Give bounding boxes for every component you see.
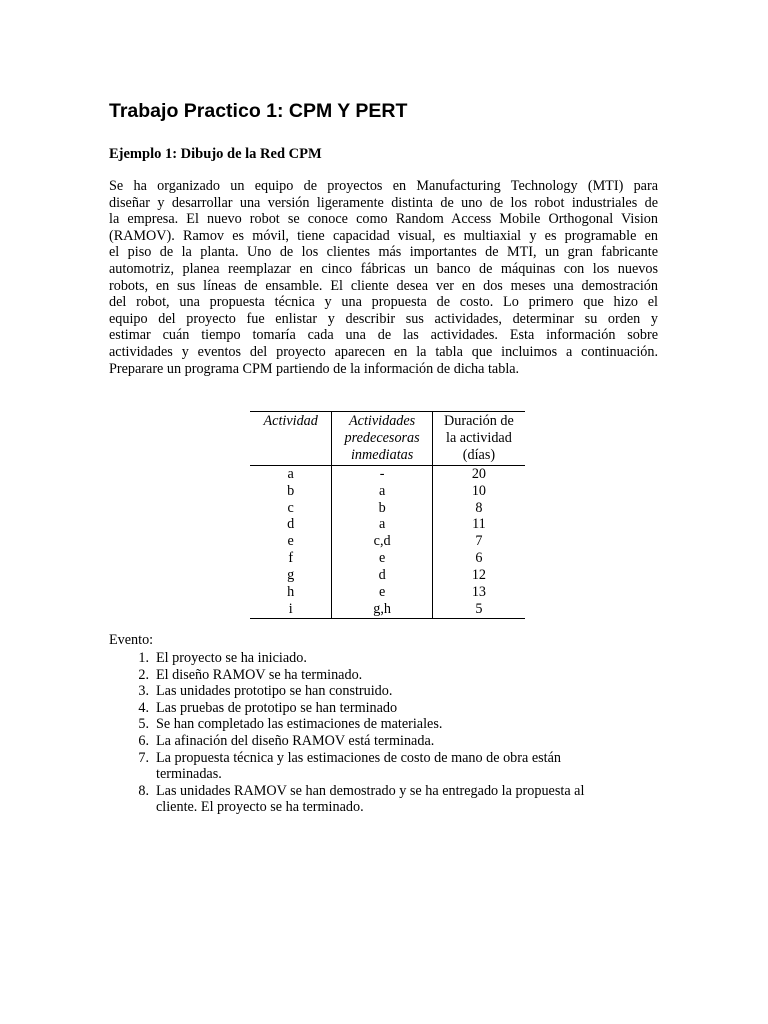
- events-list: [109, 650, 649, 816]
- cell-actividad: d: [250, 516, 332, 533]
- cell-duracion: 12: [471, 567, 487, 584]
- paragraph-line: diseñar y desarrollar una versión ligeramente distinta de uno de los robot industriales de: [109, 194, 658, 211]
- cell-actividad: b: [250, 483, 332, 500]
- header-duracion: Duración de la actividad (días): [432, 412, 525, 466]
- paragraph-line: del robot, una propuesta técnica y una propuesta de costo. Lo primero que hizo el: [109, 294, 658, 311]
- cell-predecesoras: d: [332, 567, 432, 584]
- list-number: 2.: [138, 666, 149, 683]
- paragraph-line: equipo del proyecto fue enlistar y describir sus actividades, determinar su orden y: [109, 310, 658, 327]
- cell-predecesoras: e: [332, 550, 432, 567]
- document-title: Trabajo Practico 1: CPM Y PERT: [109, 100, 408, 122]
- cell-predecesoras: a: [332, 516, 432, 533]
- list-text: El proyecto se ha iniciado.: [156, 650, 307, 666]
- problem-description: [109, 178, 658, 377]
- list-text: Se han completado las estimaciones de materiales.: [156, 716, 443, 733]
- list-text: El diseño RAMOV se ha terminado.: [156, 666, 363, 683]
- header-actividad: Actividad: [250, 412, 332, 466]
- list-item: [109, 667, 649, 684]
- cell-actividad: f: [250, 550, 332, 567]
- table-row: [250, 584, 525, 601]
- cell-predecesoras: c,d: [332, 533, 432, 550]
- table-row: [250, 483, 525, 500]
- list-item: [109, 733, 649, 750]
- list-item: [109, 700, 649, 717]
- table-row: [250, 601, 525, 618]
- cell-duracion: 5: [432, 601, 525, 618]
- paragraph-line: estimar cuán tiempo tomaría cada una de las actividades. Esta información sobre: [109, 327, 658, 344]
- cell-actividad: g: [250, 567, 332, 584]
- cell-predecesoras: b: [332, 500, 432, 517]
- cell-actividad: e: [250, 533, 332, 550]
- table-row: [250, 567, 525, 584]
- cell-predecesoras: g,h: [332, 601, 432, 618]
- list-number: 1.: [138, 650, 149, 666]
- paragraph-line: Preparare un programa CPM partiendo de la información de dicha tabla.: [109, 360, 520, 377]
- list-item: [109, 650, 649, 667]
- table-row: [250, 465, 525, 482]
- paragraph-line: automotriz, planea reemplazar en cinco fábricas un banco de máquinas con los nuevos: [109, 260, 658, 277]
- cell-duracion: 8: [475, 499, 483, 516]
- cell-duracion: 10: [471, 482, 487, 499]
- paragraph-line: robots, en sus líneas de ensamble. El cliente desea ver en dos meses una demostración: [109, 277, 658, 294]
- list-text: Las unidades RAMOV se han demostrado y se ha entregado la propuesta al: [156, 782, 585, 799]
- paragraph-line: el piso de la planta. Uno de los clientes más importantes de MTI, un gran fabricante: [109, 244, 658, 261]
- header-predecesoras: Actividades predecesoras inmediatas: [332, 412, 432, 466]
- paragraph-line: (RAMOV). Ramov es móvil, tiene capacidad visual, es multiaxial y es programable en: [109, 227, 658, 244]
- cell-duracion: 11: [472, 516, 486, 533]
- table-row: [250, 533, 525, 550]
- paragraph-line: Se ha organizado un equipo de proyectos en Manufacturing Technology (MTI) para: [109, 178, 658, 194]
- list-item: [109, 750, 649, 783]
- list-number: 8.: [138, 782, 149, 799]
- table-row: [250, 516, 525, 533]
- cell-actividad: h: [250, 584, 332, 601]
- list-item: [109, 683, 649, 700]
- cell-predecesoras: a: [332, 483, 432, 500]
- list-number: 6.: [138, 732, 149, 749]
- paragraph-line: actividades y eventos del proyecto aparecen en la tabla que incluimos a continuación.: [109, 343, 658, 360]
- list-text: La propuesta técnica y las estimaciones de costo de mano de obra están: [156, 749, 561, 766]
- cell-actividad: i: [250, 601, 332, 618]
- list-number: 3.: [138, 683, 149, 700]
- paragraph-line: la empresa. El nuevo robot se conoce como Random Access Mobile Orthogonal Vision: [109, 211, 658, 228]
- list-number: 5.: [138, 716, 149, 733]
- list-item: [109, 716, 649, 733]
- cell-predecesoras: e: [332, 584, 432, 601]
- cell-duracion: 6: [475, 550, 483, 567]
- cell-duracion: 13: [471, 584, 487, 601]
- cell-actividad: c: [250, 500, 332, 517]
- example-heading: Ejemplo 1: Dibujo de la Red CPM: [109, 146, 322, 162]
- cell-duracion: 7: [475, 533, 483, 550]
- list-item: [109, 783, 649, 816]
- list-text-continuation: terminadas.: [156, 766, 222, 783]
- cell-actividad: a: [250, 465, 332, 482]
- activities-table: [250, 411, 525, 619]
- list-number: 4.: [138, 699, 149, 716]
- cell-duracion: 20: [471, 465, 487, 482]
- events-label: Evento:: [109, 632, 154, 648]
- list-text: Las unidades prototipo se han construido.: [156, 683, 393, 700]
- list-text-continuation: cliente. El proyecto se ha terminado.: [156, 799, 364, 816]
- table-row: [250, 500, 525, 517]
- list-number: 7.: [138, 749, 149, 766]
- cell-predecesoras: -: [332, 465, 432, 482]
- list-text: Las pruebas de prototipo se han terminado: [156, 699, 398, 716]
- table-header-row: [250, 412, 525, 466]
- table-row: [250, 550, 525, 567]
- list-text: La afinación del diseño RAMOV está terminada.: [156, 732, 435, 749]
